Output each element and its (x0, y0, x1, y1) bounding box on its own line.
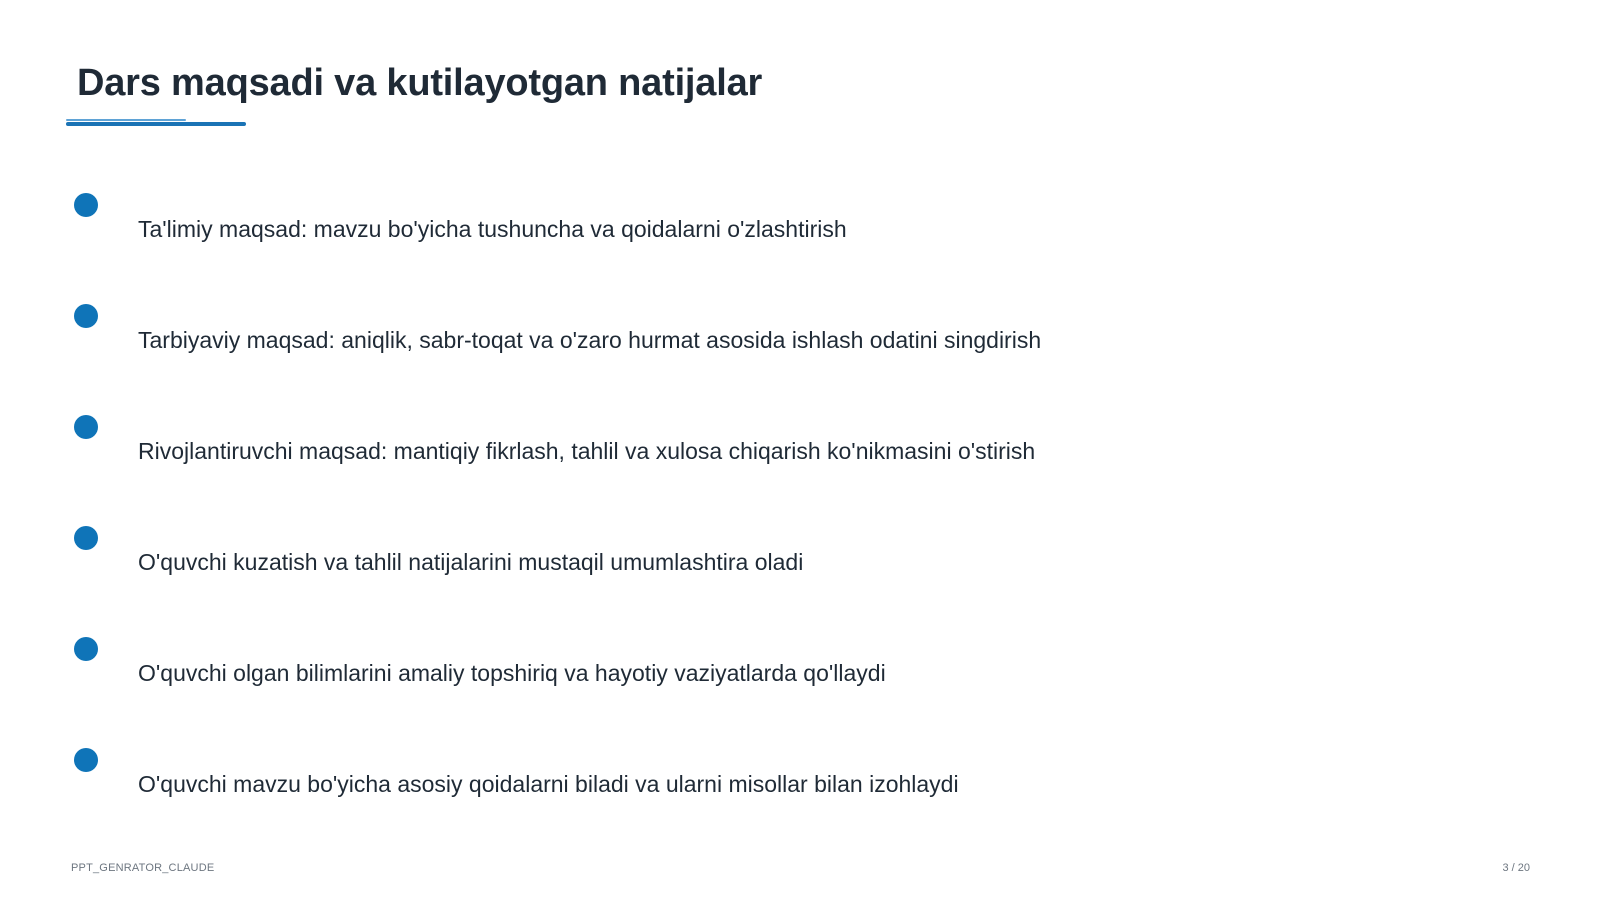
bullet-dot-icon (74, 193, 98, 217)
footer-source-label: PPT_GENRATOR_CLAUDE (71, 862, 215, 874)
bullet-text: O'quvchi kuzatish va tahlil natijalarini mustaqil umumlashtira oladi (138, 549, 804, 575)
bullet-text: O'quvchi mavzu bo'yicha asosiy qoidalarni biladi va ularni misollar bilan izohlaydi (138, 771, 959, 797)
bullet-dot-icon (74, 304, 98, 328)
list-item (0, 637, 1400, 697)
bullet-text: Rivojlantiruvchi maqsad: mantiqiy fikrlash, tahlil va xulosa chiqarish ko'nikmasini o'stirish (138, 438, 1036, 464)
page-indicator: 3 / 20 (1502, 862, 1530, 874)
slide-title: Dars maqsadi va kutilayotgan natijalar (77, 62, 763, 104)
bullet-dot-icon (74, 526, 98, 550)
list-item (0, 193, 1400, 253)
list-item (0, 526, 1400, 586)
bullet-dot-icon (74, 637, 98, 661)
bullet-dot-icon (74, 415, 98, 439)
bullet-text: O'quvchi olgan bilimlarini amaliy topshiriq va hayotiy vaziyatlarda qo'llaydi (138, 660, 886, 686)
list-item (0, 304, 1400, 364)
list-item (0, 748, 1400, 808)
bullet-dot-icon (74, 748, 98, 772)
bullet-text: Ta'limiy maqsad: mavzu bo'yicha tushuncha va qoidalarni o'zlashtirish (138, 216, 847, 242)
list-item (0, 415, 1400, 475)
bullet-text: Tarbiyaviy maqsad: aniqlik, sabr-toqat va o'zaro hurmat asosida ishlash odatini singdirish (138, 327, 1042, 353)
